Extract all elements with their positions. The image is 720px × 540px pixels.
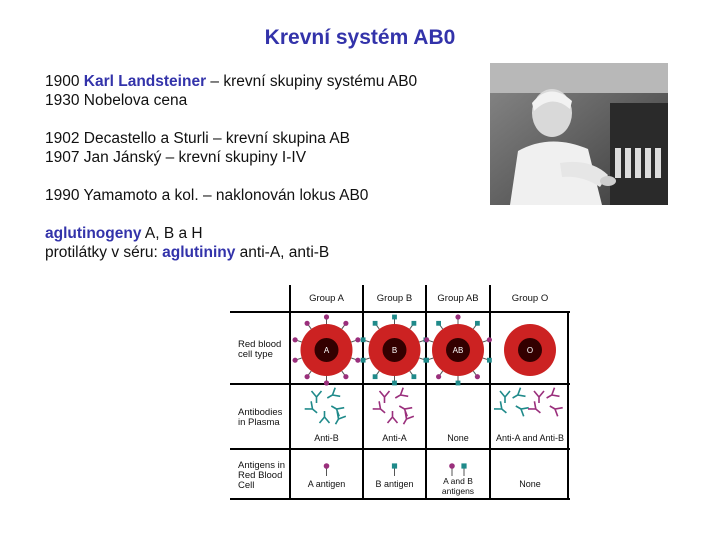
history-line-3: 1902 Decastello a Sturli – krevní skupina AB — [45, 130, 351, 147]
antigen-a — [305, 321, 310, 326]
antibody-icon — [500, 391, 510, 403]
antibody-icon — [325, 388, 340, 403]
group-header: Group A — [309, 293, 344, 304]
antigen-a — [293, 358, 298, 363]
antibody-icon — [534, 391, 544, 403]
antibody-icon — [380, 391, 390, 403]
cell-letter: A — [323, 346, 330, 355]
antigen-label: B antigen — [375, 479, 414, 489]
antigen-b — [411, 374, 416, 379]
antibody-icon — [397, 402, 412, 417]
antigen-label: antigens — [441, 486, 475, 496]
antibody-icon — [388, 411, 398, 423]
row-label-antigens: Antigens in — [238, 460, 286, 471]
antigen-b-icon — [392, 463, 397, 468]
portrait-photo-icon — [490, 63, 668, 205]
antibody-icon — [329, 402, 344, 417]
history-line-1: 1900 Karl Landsteiner – krevní skupiny systému AB0 — [45, 73, 418, 90]
antigen-a — [475, 374, 480, 379]
antigen-a — [343, 374, 348, 379]
row-label-antibodies: Antibodies — [238, 407, 283, 418]
group-header: Group AB — [437, 293, 479, 304]
antigen-b — [392, 381, 397, 386]
row-label-rbc: cell type — [238, 349, 273, 360]
history-line-5: 1990 Yamamoto a kol. – naklonován lokus AB0 — [45, 187, 369, 204]
antibody-icon — [547, 402, 562, 417]
cell-letter: AB — [452, 346, 464, 355]
antigen-a — [355, 358, 360, 363]
antibody-icon — [320, 411, 330, 423]
aglutinogeny-line: aglutinogeny A, B a H — [45, 225, 203, 242]
antibody-icon — [494, 401, 510, 416]
antigen-b — [424, 358, 429, 363]
row-label-rbc: Red blood — [238, 339, 282, 350]
antigen-a — [293, 337, 298, 342]
antigen-a — [305, 374, 310, 379]
antibody-label: Anti-B — [314, 433, 339, 443]
antibody-label: Anti-A — [382, 433, 407, 443]
history-text — [45, 72, 485, 262]
row-label-antigens: Red Blood — [238, 470, 283, 481]
antigen-b — [392, 315, 397, 320]
antigen-a — [343, 321, 348, 326]
cell-letter: B — [391, 346, 398, 355]
antigen-a-icon — [324, 463, 330, 469]
group-header: Group O — [511, 293, 549, 304]
antigen-label: None — [519, 479, 541, 489]
antigen-b — [475, 321, 480, 326]
antigen-label: A antigen — [307, 479, 346, 489]
history-line-2: 1930 Nobelova cena — [45, 92, 188, 109]
antigen-a — [324, 314, 329, 319]
antibody-label: Anti-A and Anti-B — [495, 433, 565, 443]
blood-group-table — [230, 285, 570, 501]
protilatky-line: protilátky v séru: aglutininy anti-A, anti-B — [45, 244, 330, 261]
antibody-icon — [510, 388, 525, 403]
antigen-b — [487, 358, 492, 363]
antigen-b — [456, 381, 461, 386]
antigen-a — [436, 374, 441, 379]
group-header: Group B — [376, 293, 413, 304]
antigen-label: A and B — [443, 476, 473, 486]
page-title: Krevní systém AB0 — [264, 26, 456, 49]
antigen-b — [373, 374, 378, 379]
antibody-icon — [305, 401, 321, 416]
antibody-label: None — [447, 433, 469, 443]
antigen-b — [361, 358, 366, 363]
row-label-antibodies: in Plasma — [238, 417, 280, 428]
antigen-a — [424, 337, 429, 342]
antibody-icon — [544, 388, 559, 403]
antibody-icon — [393, 388, 408, 403]
antigen-b — [361, 337, 366, 342]
antigen-a — [355, 337, 360, 342]
row-label-antigens: Cell — [238, 480, 255, 491]
antigen-b-icon — [461, 463, 466, 468]
antigen-b — [411, 321, 416, 326]
antigen-b — [436, 321, 441, 326]
antibody-icon — [513, 402, 528, 417]
cell-letter: O — [526, 346, 534, 355]
antigen-a — [455, 314, 460, 319]
antibody-icon — [312, 391, 322, 403]
antibody-icon — [528, 401, 544, 416]
history-line-4: 1907 Jan Jánský – krevní skupiny I-IV — [45, 149, 307, 166]
antigen-a — [487, 337, 492, 342]
antigen-a — [324, 380, 329, 385]
antigen-b — [373, 321, 378, 326]
antibody-icon — [373, 401, 389, 416]
antigen-a-icon — [449, 463, 455, 469]
